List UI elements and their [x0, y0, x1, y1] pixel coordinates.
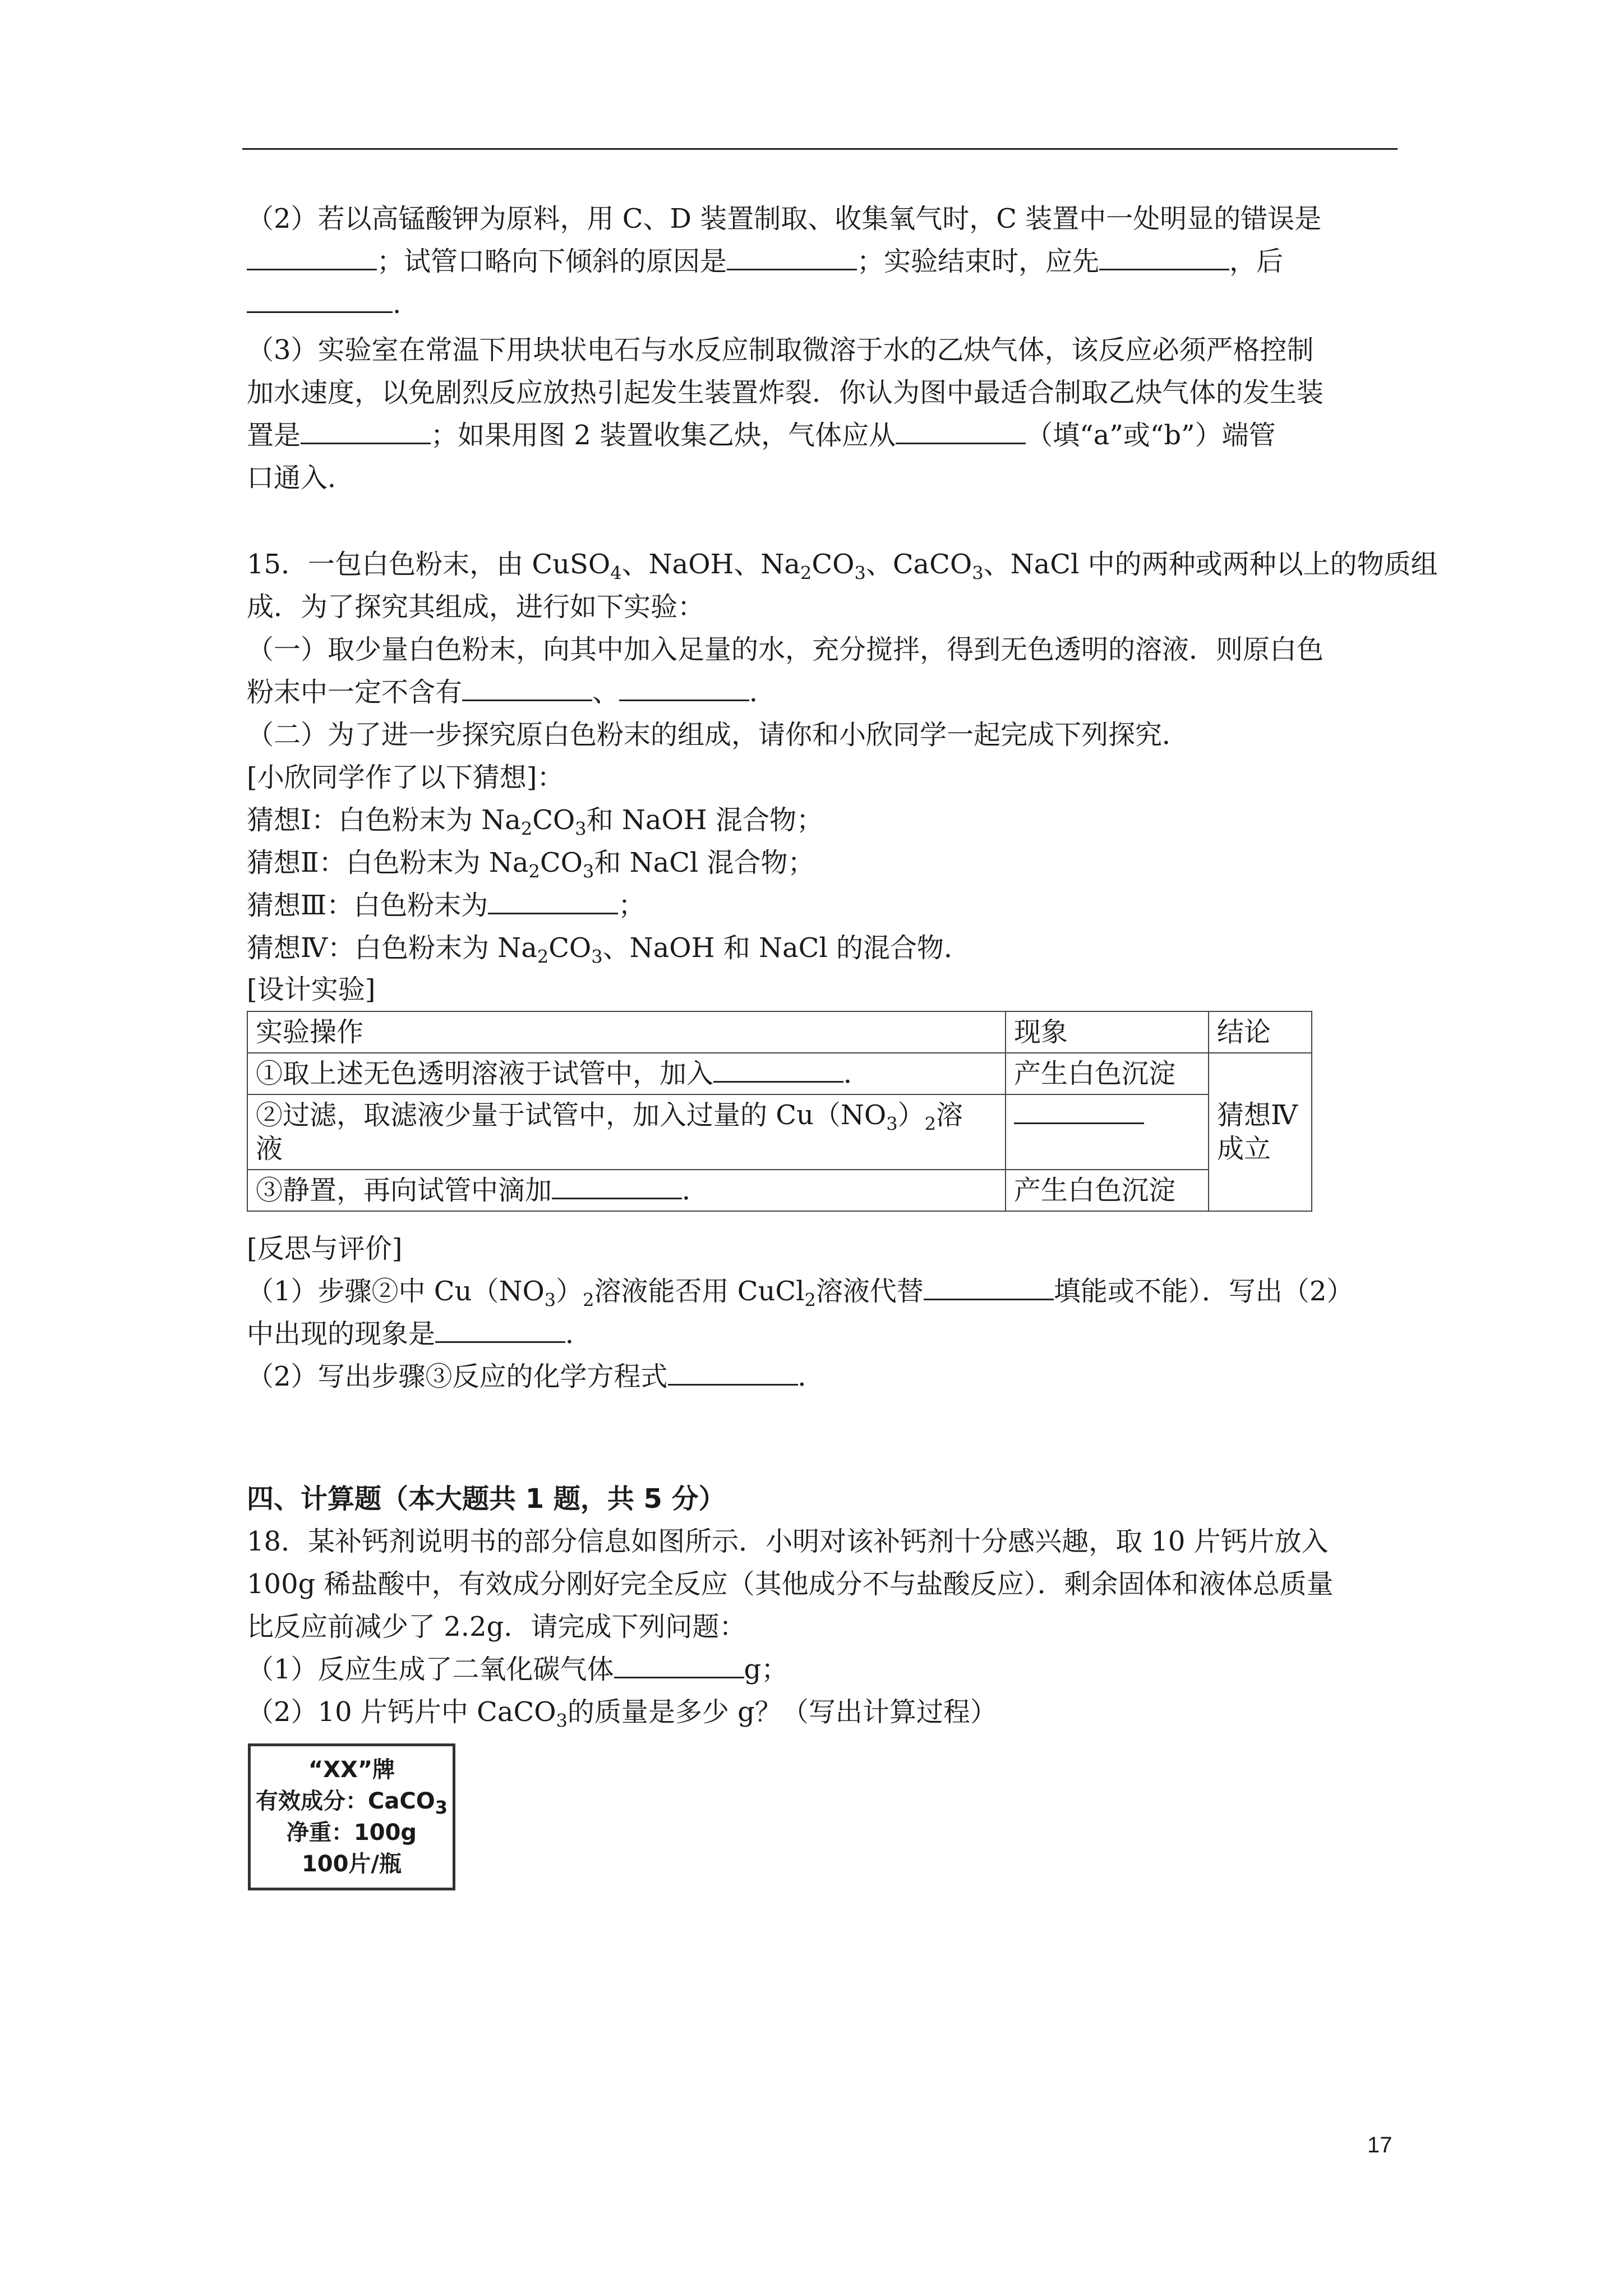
q15-line4: 粉末中一定不含有 、 ． [247, 677, 777, 708]
answer-blank[interactable] [247, 246, 377, 270]
q18-line1: 18．某补钙剂说明书的部分信息如图所示．小明对该补钙剂十分感兴趣，取 10 片钙片放入 [247, 1526, 1329, 1557]
answer-blank[interactable] [668, 1361, 798, 1386]
q15-line2: 成．为了探究其组成，进行如下实验： [247, 591, 705, 623]
table-header-cell: 现象 [1006, 1011, 1209, 1053]
table-cell [1006, 1094, 1209, 1170]
q18-line2: 100g 稀盐酸中，有效成分刚好完全反应（其他成分不与盐酸反应）．剩余固体和液体总质量 [247, 1568, 1334, 1600]
table-header-cell: 结论 [1209, 1011, 1312, 1053]
answer-blank[interactable] [1099, 246, 1229, 270]
q18-line5: （2）10 片钙片中 CaCO$_3$的质量是多少 g？（写出计算过程） [247, 1696, 997, 1732]
q14-part2-line1: （2）若以高锰酸钾为原料，用 C、D 装置制取、收集氧气时，C 装置中一处明显的错误是 [247, 203, 1322, 234]
q15-line3: （一）取少量白色粉末，向其中加入足量的水，充分搅拌，得到无色透明的溶液．则原白色 [247, 634, 1324, 665]
table-cell: 产生白色沉淀 [1006, 1170, 1209, 1211]
q15-guess-2: 猜想Ⅱ：白色粉末为 $Na_2CO_3$和 NaCl 混合物； [247, 847, 815, 882]
reflection-line2: 中出现的现象是 ． [247, 1318, 593, 1350]
table-cell: ①取上述无色透明溶液于试管中，加入 ． [247, 1053, 1006, 1094]
q14-part2-line3: . [247, 287, 401, 321]
answer-blank[interactable] [1014, 1100, 1144, 1124]
conclusion-cell: 猜想Ⅳ成立 [1209, 1053, 1312, 1211]
q15-guess-1: 猜想Ⅰ：白色粉末为 $Na_2CO_3$和 NaOH 混合物； [247, 804, 823, 840]
answer-blank[interactable] [727, 246, 857, 270]
header-rule [242, 148, 1398, 150]
answer-blank[interactable] [896, 420, 1026, 444]
answer-blank[interactable] [614, 1654, 744, 1678]
q14-part3-line2: 加水速度，以免剧烈反应放热引起发生装置炸裂．你认为图中最适合制取乙炔气体的发生装 [247, 377, 1324, 408]
table-row [247, 1094, 1312, 1170]
q15-guess-heading: [小欣同学作了以下猜想]： [247, 762, 564, 793]
reflection-line1: （1）步骤②中 $Cu(NO_3)_2$溶液能否用 CuCl$_2$溶液代替 填能或不能）．写出（2） [247, 1276, 1354, 1311]
answer-blank[interactable] [488, 890, 618, 914]
q15-design-heading: [设计实验] [247, 974, 376, 1005]
answer-blank[interactable] [619, 677, 749, 701]
product-label-figure [248, 1743, 455, 1890]
page-number: 17 [1367, 2133, 1393, 2157]
q18-line4: （1）反应生成了二氧化碳气体 g； [247, 1654, 789, 1685]
table-cell: ②过滤，取滤液少量于试管中，加入过量的 $Cu(NO_3)_2$溶 液 [247, 1094, 1006, 1170]
label-brand: “XX”牌 [308, 1757, 395, 1783]
label-weight: 净重：100g [286, 1820, 417, 1846]
q15-line5: （二）为了进一步探究原白色粉末的组成，请你和小欣同学一起完成下列探究． [247, 719, 1189, 751]
q14-part3-line4: 口通入． [247, 462, 355, 494]
answer-blank[interactable] [713, 1059, 843, 1083]
table-row [247, 1170, 1312, 1211]
reflection-heading: [反思与评价] [247, 1233, 403, 1264]
label-ingredient: 有效成分：CaCO$_3$ [256, 1788, 448, 1818]
table-cell: 产生白色沉淀 [1006, 1053, 1209, 1094]
label-count: 100片/瓶 [301, 1851, 402, 1877]
q15-line1: 15．一包白色粉末，由 CuSO$_4$、NaOH、$Na_2CO_3$、CaCO$_3$、NaCl 中的两种或两种以上的物质组 [247, 549, 1438, 584]
table-header-row [247, 1011, 1312, 1053]
answer-blank[interactable] [462, 677, 592, 701]
answer-blank[interactable] [301, 420, 431, 444]
table-cell: ③静置，再向试管中滴加 ． [247, 1170, 1006, 1211]
reflection-line3: （2）写出步骤③反应的化学方程式 ． [247, 1361, 825, 1392]
q15-guess-4: 猜想Ⅳ：白色粉末为 $Na_2CO_3$、NaOH 和 NaCl 的混合物． [247, 932, 971, 968]
section-title: 四、计算题（本大题共 1 题，共 5 分） [247, 1483, 726, 1515]
q14-part3-line3: 置是 ；如果用图 2 装置收集乙炔，气体应从 （填“a”或“b”）端管 [247, 420, 1276, 451]
q15-guess-3: 猜想Ⅲ：白色粉末为 ； [247, 890, 645, 921]
answer-blank[interactable] [435, 1319, 565, 1343]
answer-blank[interactable] [247, 289, 393, 313]
q14-part3-line1: （3）实验室在常温下用块状电石与水反应制取微溶于水的乙炔气体，该反应必须严格控制 [247, 334, 1314, 366]
q14-part2-line2: ；试管口略向下倾斜的原因是 ；实验结束时，应先 ，后 [247, 245, 1283, 278]
table-row [247, 1053, 1312, 1094]
answer-blank[interactable] [552, 1175, 682, 1199]
q18-line3: 比反应前减少了 2.2g．请完成下列问题： [247, 1611, 746, 1642]
experiment-table [247, 1011, 1312, 1212]
table-header-cell: 实验操作 [247, 1011, 1006, 1053]
answer-blank[interactable] [924, 1276, 1054, 1300]
